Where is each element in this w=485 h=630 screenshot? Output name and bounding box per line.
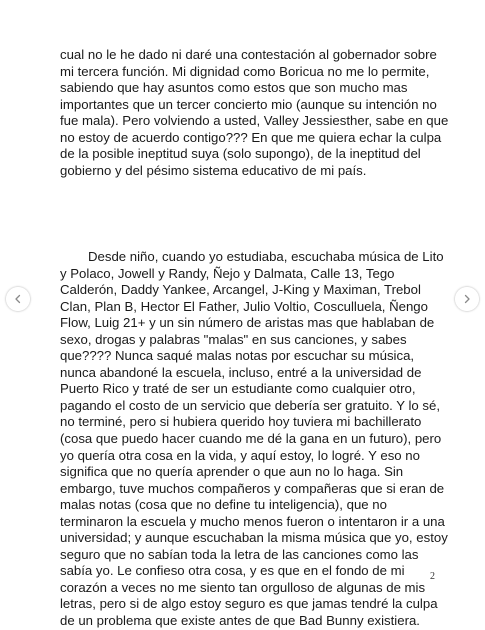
text-line: cual no le he dado ni daré una contestación al gobernador sobre: [60, 47, 437, 62]
text-line: universidad; y aunque escuchaban la misma música que yo, estoy: [60, 530, 448, 546]
text-line: sabiendo que hay asuntos como estos que son mucho mas: [60, 80, 408, 96]
text-line: fue mala). Pero volviendo a usted, Valley Jessiesther, sabe en que: [60, 113, 449, 129]
text-line: (cosa que puedo hacer cuando me dé la gana en un futuro), pero: [60, 431, 442, 447]
paragraph-2: [60, 249, 448, 630]
text-line: mi tercera función. Mi dignidad como Boricua no me lo permite,: [60, 63, 430, 79]
text-line: que???? Nunca saqué malas notas por escuchar su música,: [60, 348, 415, 364]
text-line: no estoy de acuerdo contigo??? En que me quiera echar la culpa: [60, 129, 442, 145]
text-line: sexo, drogas y palabras "malas" en sus canciones, y sabes: [60, 331, 407, 347]
page-number: 2: [430, 571, 435, 582]
text-line: sabía yo. Le confieso otra cosa, y es que en el fondo de mi: [60, 563, 405, 579]
text-line: letras, pero si de algo estoy seguro es que jamas tendré la culpa: [60, 596, 438, 612]
text-line: importantes que un tercer concierto mio (aunque su intención no: [60, 96, 437, 112]
text-line: embargo, tuve muchos compañeros y compañeras que si eran de: [60, 480, 445, 496]
text-line: gobierno y del pésimo sistema educativo de mi país.: [60, 162, 367, 178]
text-line: no terminé, pero si hubiera querido hoy tuviera mi bachillerato: [60, 414, 422, 430]
text-line: de un problema que existe antes de que Bad Bunny existiera.: [60, 613, 420, 629]
chevron-left-icon: [13, 294, 23, 304]
text-line: malas notas (cosa que no define tu inteligencia), que no: [60, 497, 387, 513]
text-line: Desde niño, cuando yo estudiaba, escuchaba música de Lito: [88, 249, 444, 264]
text-line: Puerto Rico y traté de ser un estudiante como cualquier otro,: [60, 381, 416, 397]
text-line: seguro que no sabían toda la letra de las canciones como las: [60, 546, 419, 562]
text-line: y Polaco, Jowell y Randy, Ñejo y Dalmata, Calle 13, Tego: [60, 265, 395, 281]
text-line: Flow, Luig 21+ y un sin número de aristas mas que hablaban de: [60, 315, 435, 331]
text-line: terminaron la escuela y mucho menos fueron o intentaron ir a una: [60, 513, 445, 529]
text-line: Clan, Plan B, Hector El Father, Julio Voltio, Cosculluela, Ñengo: [60, 298, 428, 314]
text-line: Calderón, Daddy Yankee, Arcangel, J-King y Maximan, Trebol: [60, 282, 421, 298]
text-line: pagando el costo de un servicio que debería ser gratuito. Y lo sé,: [60, 397, 441, 413]
chevron-right-icon: [462, 294, 472, 304]
previous-slide-button[interactable]: [6, 287, 30, 311]
paragraph-1: [60, 47, 449, 179]
next-slide-button[interactable]: [455, 287, 479, 311]
text-line: de la posible ineptitud suya (solo supongo), de la ineptitud del: [60, 146, 421, 162]
text-line: yo quería otra cosa en la vida, y aquí estoy, lo logré. Y eso no: [60, 447, 420, 463]
text-line: nunca abandoné la escuela, incluso, entré a la universidad de: [60, 364, 422, 380]
text-line: significa que no quería aprender o que aun no lo haga. Sin: [60, 464, 404, 480]
text-line: corazón a veces no me siento tan orgulloso de algunas de mis: [60, 579, 426, 595]
